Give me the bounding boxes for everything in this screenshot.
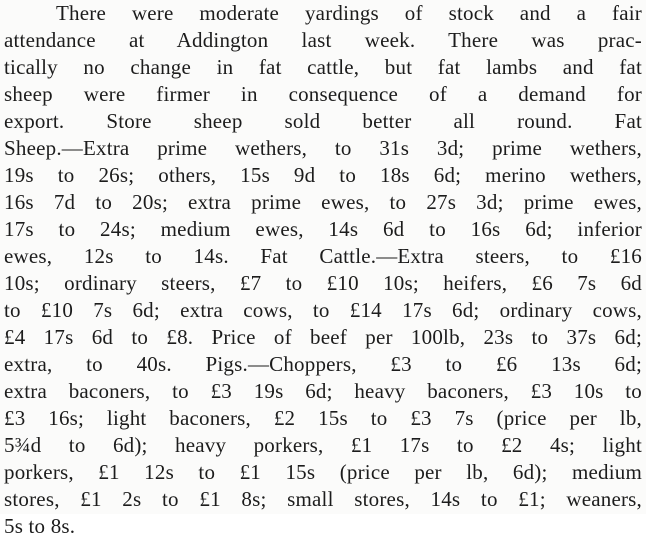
- article-line: attendance at Addington last week. There was prac-: [4, 28, 642, 52]
- article-line: sheep were firmer in consequence of a demand for: [4, 82, 642, 106]
- article-line: Sheep.—Extra prime wethers, to 31s 3d; prime wethers,: [4, 136, 642, 160]
- article-line: £3 16s; light baconers, £2 15s to £3 7s (price per lb,: [4, 406, 642, 430]
- market-report-article: [4, 0, 642, 540]
- article-line: to £10 7s 6d; extra cows, to £14 17s 6d; ordinary cows,: [4, 298, 642, 322]
- article-line: 17s to 24s; medium ewes, 14s 6d to 16s 6d; inferior: [4, 217, 642, 241]
- article-line: There were moderate yardings of stock and a fair: [56, 1, 642, 25]
- article-line: 5¾d to 6d); heavy porkers, £1 17s to £2 4s; light: [4, 433, 642, 457]
- article-line: tically no change in fat cattle, but fat lambs and fat: [4, 55, 642, 79]
- article-line: porkers, £1 12s to £1 15s (price per lb, 6d); medium: [4, 460, 642, 484]
- article-line: 16s 7d to 20s; extra prime ewes, to 27s 3d; prime ewes,: [4, 190, 642, 214]
- article-line: extra baconers, to £3 19s 6d; heavy baconers, £3 10s to: [4, 379, 642, 403]
- article-line: 19s to 26s; others, 15s 9d to 18s 6d; merino wethers,: [4, 163, 642, 187]
- article-line: £4 17s 6d to £8. Price of beef per 100lb, 23s to 37s 6d;: [4, 325, 642, 349]
- article-line: 10s; ordinary steers, £7 to £10 10s; heifers, £6 7s 6d: [4, 271, 642, 295]
- article-line: extra, to 40s. Pigs.—Choppers, £3 to £6 13s 6d;: [4, 352, 642, 376]
- article-line: export. Store sheep sold better all round. Fat: [4, 109, 642, 133]
- article-line: ewes, 12s to 14s. Fat Cattle.—Extra steers, to £16: [4, 244, 642, 268]
- article-line: 5s to 8s.: [4, 514, 76, 538]
- article-line: stores, £1 2s to £1 8s; small stores, 14s to £1; weaners,: [4, 487, 642, 511]
